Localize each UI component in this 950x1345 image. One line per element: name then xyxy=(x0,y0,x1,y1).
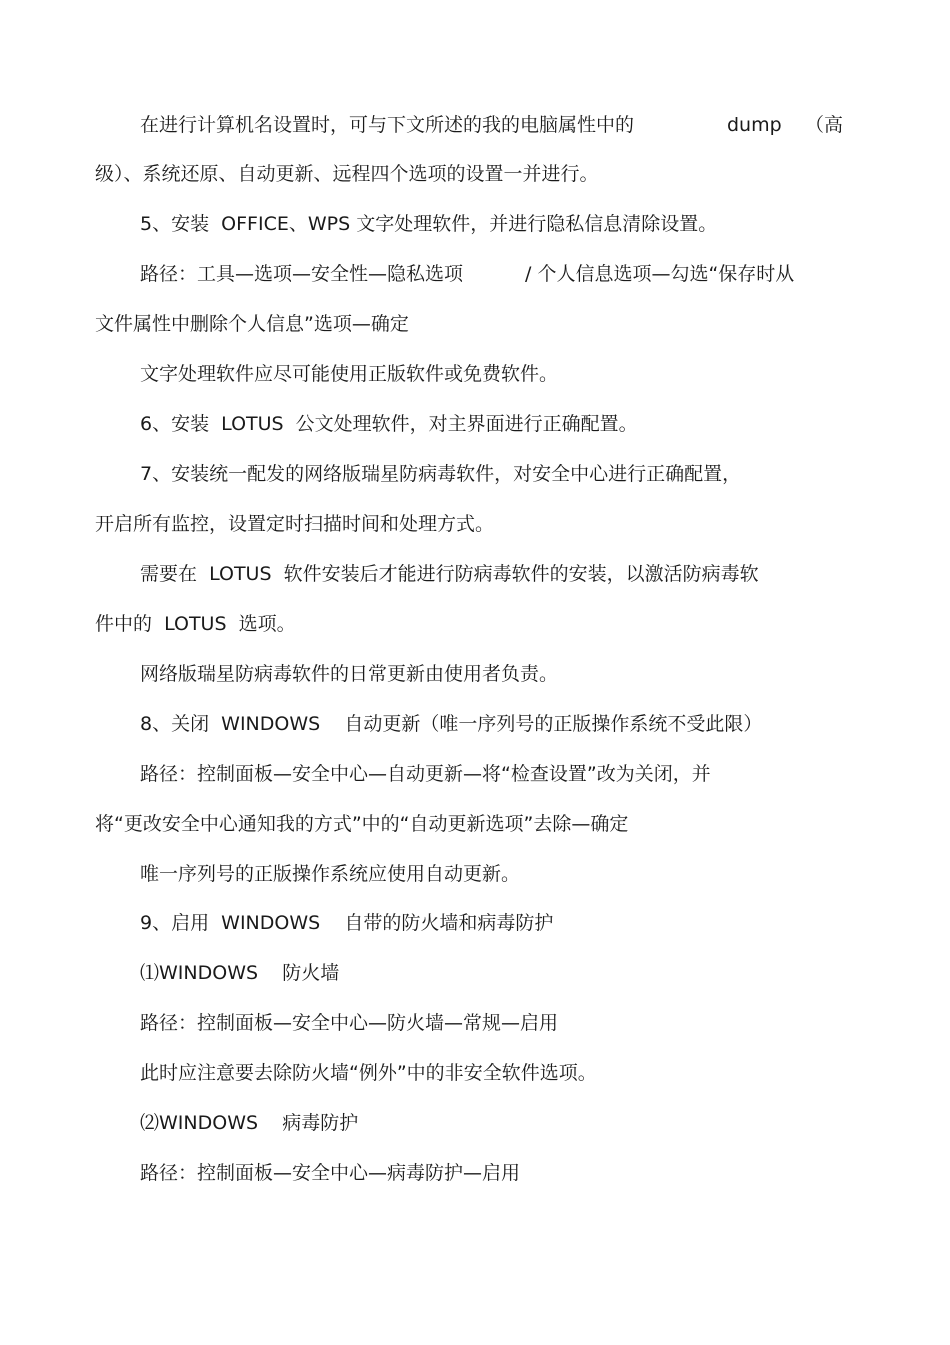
paragraph-line: 将“更改安全中心通知我的方式”中的“自动更新选项”去除—确定 xyxy=(95,813,629,835)
paragraph-line: 开启所有监控，设置定时扫描时间和处理方式。 xyxy=(95,513,495,535)
inline-term: dump xyxy=(727,114,782,136)
inline-text: / 个人信息选项—勾选“保存时从 xyxy=(525,263,795,285)
paragraph-line: ⑴WINDOWS 防火墙 xyxy=(140,962,340,984)
paragraph-line: 唯一序列号的正版操作系统应使用自动更新。 xyxy=(140,863,521,885)
paragraph-line: 网络版瑞星防病毒软件的日常更新由使用者负责。 xyxy=(140,663,559,685)
paragraph-line: 7、安装统一配发的网络版瑞星防病毒软件，对安全中心进行正确配置， xyxy=(140,463,742,485)
inline-text: （高 xyxy=(805,114,844,136)
paragraph-line: 路径：工具—选项—安全性—隐私选项 xyxy=(140,263,464,285)
paragraph-line: ⑵WINDOWS 病毒防护 xyxy=(140,1112,359,1134)
paragraph-line: 路径：控制面板—安全中心—自动更新—将“检查设置”改为关闭，并 xyxy=(140,763,711,785)
paragraph-line: 文件属性中删除个人信息”选项—确定 xyxy=(95,313,409,335)
paragraph-line: 需要在 LOTUS 软件安装后才能进行防病毒软件的安装，以激活防病毒软 xyxy=(140,563,759,585)
paragraph-line: 9、启用 WINDOWS 自带的防火墙和病毒防护 xyxy=(140,912,554,934)
paragraph-line: 6、安装 LOTUS 公文处理软件，对主界面进行正确配置。 xyxy=(140,413,638,435)
paragraph-line: 8、关闭 WINDOWS 自动更新（唯一序列号的正版操作系统不受此限） xyxy=(140,713,763,735)
paragraph-line: 路径：控制面板—安全中心—防火墙—常规—启用 xyxy=(140,1012,559,1034)
paragraph-line: 此时应注意要去除防火墙“例外”中的非安全软件选项。 xyxy=(140,1062,597,1084)
paragraph-line: 在进行计算机名设置时，可与下文所述的我的电脑属性中的 xyxy=(140,114,635,136)
paragraph-line: 路径：控制面板—安全中心—病毒防护—启用 xyxy=(140,1162,521,1184)
paragraph-line: 文字处理软件应尽可能使用正版软件或免费软件。 xyxy=(140,363,559,385)
paragraph-line: 件中的 LOTUS 选项。 xyxy=(95,613,296,635)
paragraph-line: 级）、系统还原、自动更新、远程四个选项的设置一并进行。 xyxy=(95,163,599,185)
paragraph-line: 5、安装 OFFICE、WPS 文字处理软件，并进行隐私信息清除设置。 xyxy=(140,213,718,235)
